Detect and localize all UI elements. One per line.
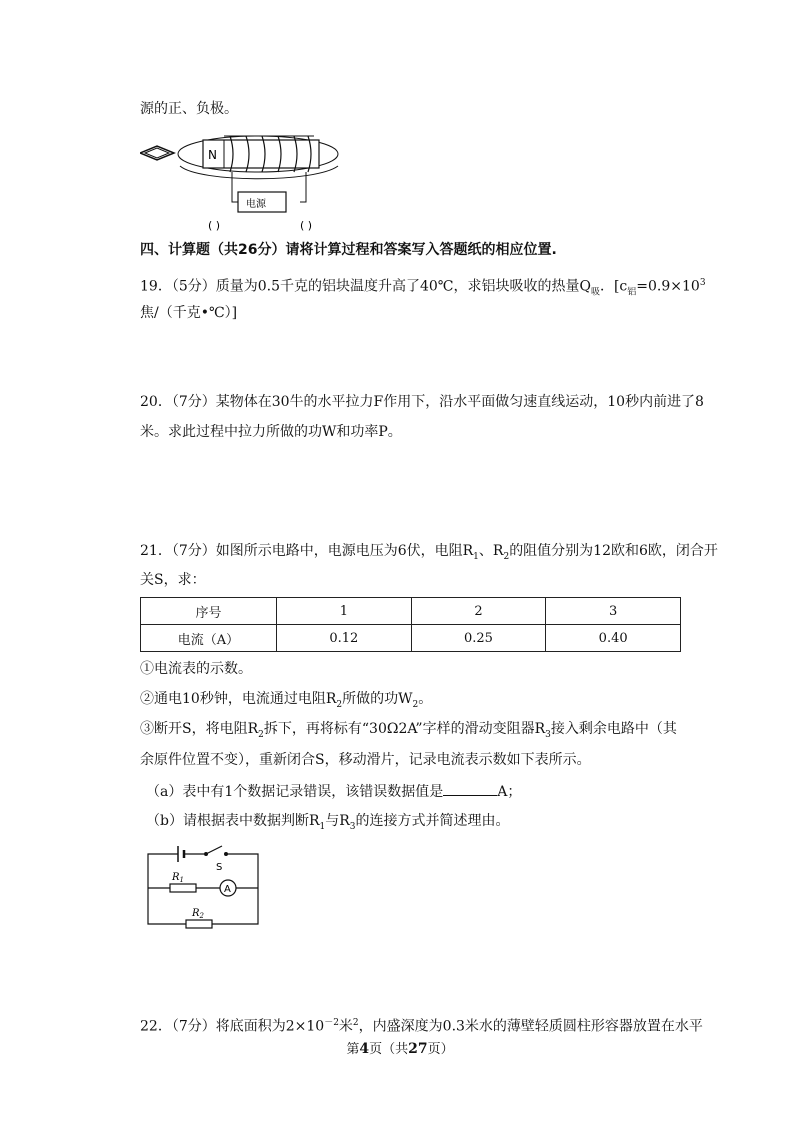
table-header-cell: 1 bbox=[277, 598, 412, 625]
question-19-line2: 焦/（千克•℃）] bbox=[140, 305, 238, 321]
ammeter-label: A bbox=[224, 884, 231, 895]
table-cell: 0.25 bbox=[411, 625, 546, 652]
electromagnet-figure bbox=[140, 128, 350, 234]
question-20-line2: 米。求此过程中拉力所做的功W和功率P。 bbox=[140, 424, 402, 440]
power-label: 电源 bbox=[246, 199, 266, 210]
sub-question-2: ②通电10秒钟，电流通过电阻$R_2$所做的功$W_2$。 bbox=[140, 691, 433, 710]
r2-label: $R_2$ bbox=[192, 908, 204, 920]
question-21-line2: 关S，求： bbox=[140, 572, 206, 588]
table-header-cell: 3 bbox=[546, 598, 681, 625]
table-header-cell: 序号 bbox=[141, 598, 277, 625]
iron-core bbox=[203, 140, 319, 168]
sub-question-b: （b）请根据表中数据判断$R_1$与$R_3$的连接方式并简述理由。 bbox=[146, 813, 510, 832]
resistor-r1 bbox=[170, 884, 196, 892]
table-cell: 电流（A） bbox=[141, 625, 277, 652]
page-footer: 第4页（共27页） bbox=[346, 1041, 454, 1057]
n-pole-label: N bbox=[208, 148, 217, 162]
answer-blank[interactable] bbox=[443, 781, 497, 796]
table-header-cell: 2 bbox=[411, 598, 546, 625]
table-cell: 0.12 bbox=[277, 625, 412, 652]
table-row bbox=[141, 625, 681, 652]
question-21-line1: 21．（7分）如图所示电路中，电源电压为6伏，电阻$R_1$、$R_2$的阻值分别为12欧和6欧，闭合开 bbox=[140, 543, 718, 562]
table-cell: 0.40 bbox=[546, 625, 681, 652]
sub-question-a: （a）表中有1个数据记录错误，该错误数据值是 A； bbox=[146, 781, 521, 802]
switch-label: S bbox=[216, 862, 223, 873]
section-heading: 四、计算题（共26分）请将计算过程和答案写入答题纸的相应位置. bbox=[140, 242, 557, 258]
r1-label: $R_1$ bbox=[172, 872, 184, 884]
sub-question-1: ①电流表的示数。 bbox=[140, 661, 252, 677]
resistor-r2 bbox=[186, 920, 212, 928]
sub-question-3-line2: 余原件位置不变），重新闭合S，移动滑片，记录电流表示数如下表所示。 bbox=[140, 752, 591, 768]
pole-blank-right: ( ) bbox=[300, 219, 313, 232]
table-row bbox=[141, 598, 681, 625]
continued-text: 源的正、负极。 bbox=[140, 101, 238, 117]
question-20-line1: 20．（7分）某物体在30牛的水平拉力F作用下，沿水平面做匀速直线运动，10秒内前进了8 bbox=[140, 394, 704, 410]
sub-question-3: ③断开S，将电阻$R_2$拆下，再将标有“30Ω2A”字样的滑动变阻器$R_3$接入剩余电路中（其 bbox=[140, 721, 677, 740]
question-22-line1: 22．（7分）将底面积为$2\times 10^{-2}$米$^2$，内盛深度为0.3米水的薄壁轻质圆柱形容器放置在水平 bbox=[140, 1018, 703, 1035]
switch-icon bbox=[206, 846, 222, 854]
pole-blank-left: ( ) bbox=[208, 219, 221, 232]
circuit-figure bbox=[140, 840, 265, 930]
current-table bbox=[140, 597, 681, 652]
question-19-line1: 19．（5分）质量为0.5千克的铝块温度升高了40℃，求铝块吸收的热量$Q_吸$．[$c_铝=0.9\times 10^3$ bbox=[140, 278, 706, 298]
